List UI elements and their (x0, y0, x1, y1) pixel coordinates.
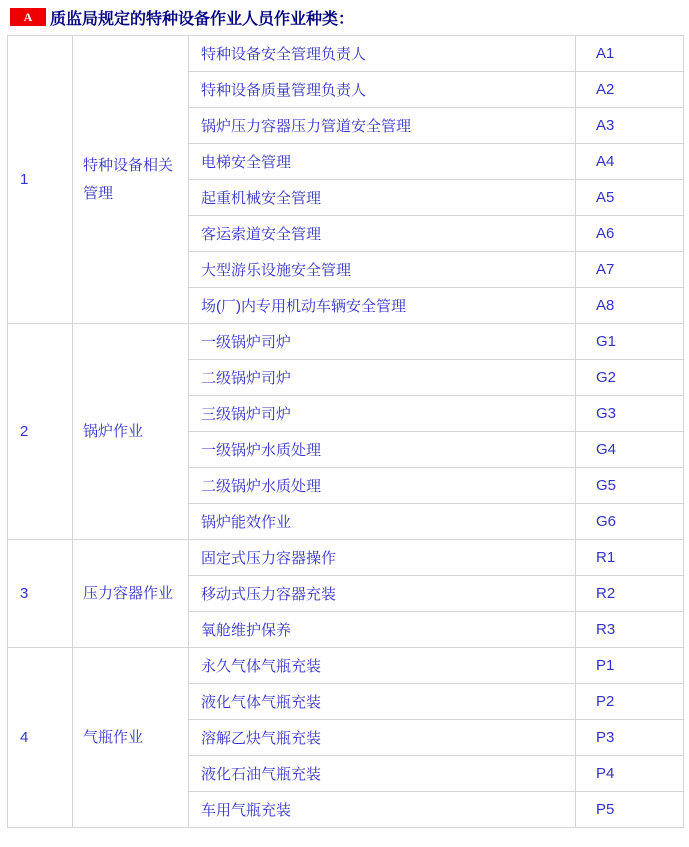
job-name-cell: 液化气体气瓶充装 (189, 684, 576, 720)
section-letter-badge: A (10, 8, 46, 26)
job-code-cell: A3 (576, 108, 684, 144)
job-name-cell: 一级锅炉司炉 (189, 324, 576, 360)
job-code-cell: G2 (576, 360, 684, 396)
section-number-cell: 2 (8, 324, 73, 540)
job-code-cell: R1 (576, 540, 684, 576)
job-name-cell: 二级锅炉水质处理 (189, 468, 576, 504)
job-name-cell: 特种设备质量管理负责人 (189, 72, 576, 108)
job-name-cell: 锅炉压力容器压力管道安全管理 (189, 108, 576, 144)
job-code-cell: G4 (576, 432, 684, 468)
page-title: 质监局规定的特种设备作业人员作业种类： (50, 10, 355, 28)
job-name-cell: 锅炉能效作业 (189, 504, 576, 540)
job-code-cell: A7 (576, 252, 684, 288)
section-category-cell: 气瓶作业 (73, 648, 189, 828)
job-code-cell: A6 (576, 216, 684, 252)
job-code-cell: P3 (576, 720, 684, 756)
job-code-cell: A2 (576, 72, 684, 108)
job-code-cell: G5 (576, 468, 684, 504)
section-category-cell: 锅炉作业 (73, 324, 189, 540)
job-name-cell: 固定式压力容器操作 (189, 540, 576, 576)
job-code-cell: G3 (576, 396, 684, 432)
section-number-cell: 3 (8, 540, 73, 648)
job-code-cell: P2 (576, 684, 684, 720)
job-code-cell: A4 (576, 144, 684, 180)
job-name-cell: 电梯安全管理 (189, 144, 576, 180)
job-name-cell: 特种设备安全管理负责人 (189, 36, 576, 72)
job-name-cell: 二级锅炉司炉 (189, 360, 576, 396)
job-name-cell: 溶解乙炔气瓶充装 (189, 720, 576, 756)
job-name-cell: 车用气瓶充装 (189, 792, 576, 828)
job-code-cell: R2 (576, 576, 684, 612)
job-name-cell: 三级锅炉司炉 (189, 396, 576, 432)
job-name-cell: 液化石油气瓶充装 (189, 756, 576, 792)
job-name-cell: 大型游乐设施安全管理 (189, 252, 576, 288)
job-code-cell: G1 (576, 324, 684, 360)
job-code-cell: A5 (576, 180, 684, 216)
job-code-cell: A1 (576, 36, 684, 72)
job-name-cell: 移动式压力容器充装 (189, 576, 576, 612)
table-row (8, 324, 684, 360)
job-name-cell: 场(厂)内专用机动车辆安全管理 (189, 288, 576, 324)
job-categories-table (7, 35, 684, 828)
section-category-cell: 压力容器作业 (73, 540, 189, 648)
job-name-cell: 客运索道安全管理 (189, 216, 576, 252)
job-code-cell: G6 (576, 504, 684, 540)
job-name-cell: 永久气体气瓶充装 (189, 648, 576, 684)
section-category-cell: 特种设备相关管理 (73, 36, 189, 324)
table-row (8, 648, 684, 684)
job-code-cell: P1 (576, 648, 684, 684)
table-row (8, 36, 684, 72)
job-name-cell: 起重机械安全管理 (189, 180, 576, 216)
table-row (8, 540, 684, 576)
page-header (10, 6, 689, 28)
job-code-cell: P5 (576, 792, 684, 828)
section-number-cell: 4 (8, 648, 73, 828)
section-number-cell: 1 (8, 36, 73, 324)
job-code-cell: R3 (576, 612, 684, 648)
job-code-cell: P4 (576, 756, 684, 792)
job-code-cell: A8 (576, 288, 684, 324)
job-name-cell: 一级锅炉水质处理 (189, 432, 576, 468)
job-name-cell: 氧舱维护保养 (189, 612, 576, 648)
